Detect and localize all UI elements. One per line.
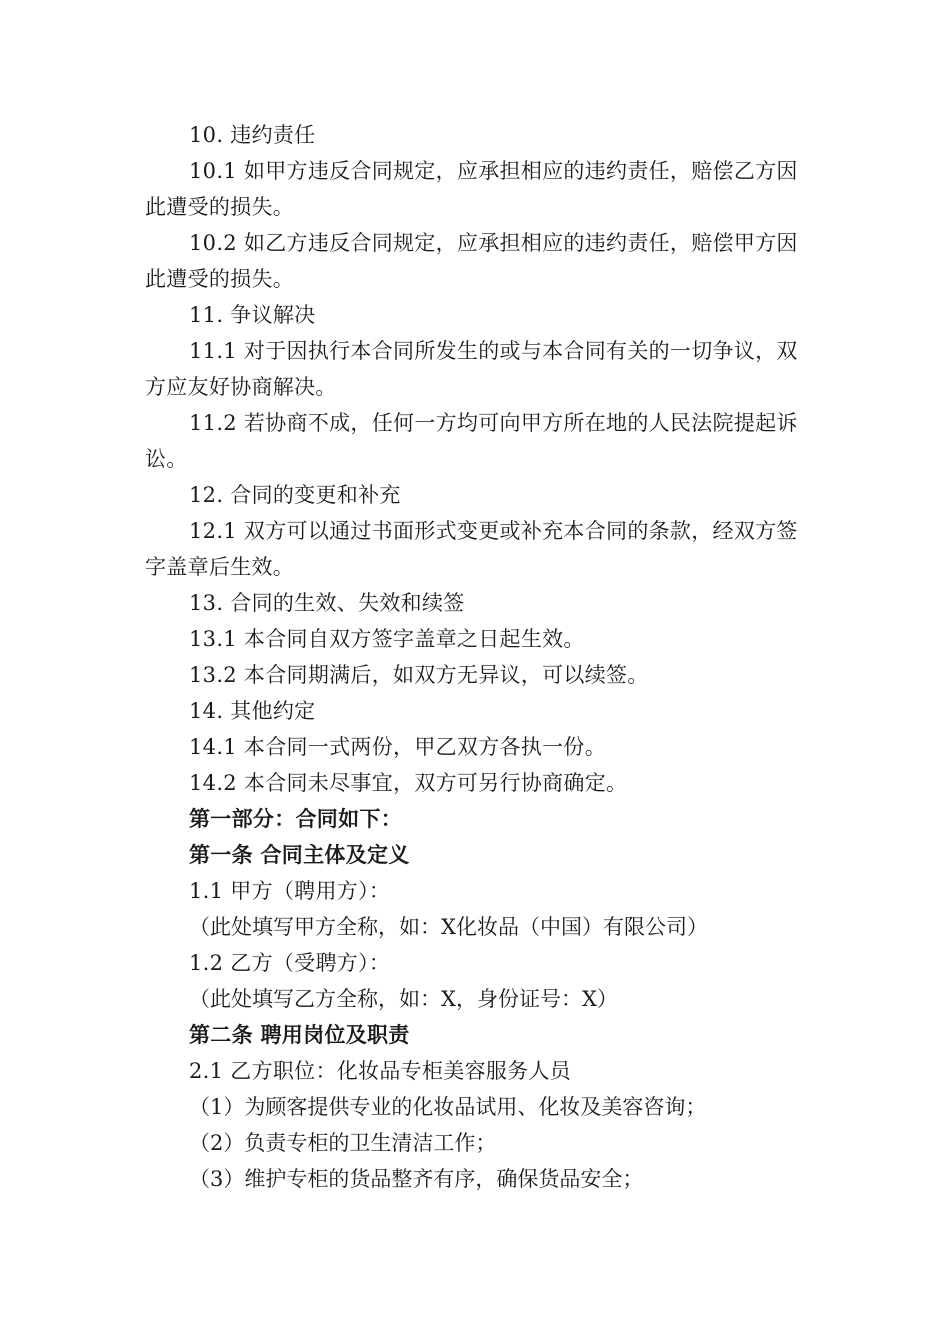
part-one-heading: 第一部分：合同如下： <box>189 807 402 831</box>
article-two-heading: 第二条 聘用岗位及职责 <box>189 1023 410 1047</box>
clause-14-2: 14.2 本合同未尽事宜，双方可另行协商确定。 <box>189 771 628 795</box>
duty-item-1: （1）为顾客提供专业的化妆品试用、化妆及美容咨询； <box>189 1095 707 1119</box>
section-heading-other: 14. 其他约定 <box>189 699 316 723</box>
clause-12-1: 12.1 双方可以通过书面形式变更或补充本合同的条款，经双方签字盖章后生效。 <box>145 519 798 579</box>
clause-13-2: 13.2 本合同期满后，如双方无异议，可以续签。 <box>189 663 649 687</box>
clause-1-1: 1.1 甲方（聘用方）： <box>189 879 391 903</box>
section-heading-breach: 10. 违约责任 <box>189 123 316 147</box>
section-heading-validity: 13. 合同的生效、失效和续签 <box>189 591 465 615</box>
duty-item-3: （3）维护专柜的货品整齐有序，确保货品安全； <box>189 1167 644 1191</box>
clause-13-1: 13.1 本合同自双方签字盖章之日起生效。 <box>189 627 585 651</box>
section-heading-dispute: 11. 争议解决 <box>189 303 316 327</box>
clause-2-1: 2.1 乙方职位：化妆品专柜美容服务人员 <box>189 1059 572 1083</box>
clause-11-1: 11.1 对于因执行本合同所发生的或与本合同有关的一切争议，双方应友好协商解决。 <box>145 339 798 399</box>
clause-1-2: 1.2 乙方（受聘方）： <box>189 951 391 975</box>
article-one-heading: 第一条 合同主体及定义 <box>189 843 410 867</box>
clause-11-2: 11.2 若协商不成，任何一方均可向甲方所在地的人民法院提起诉讼。 <box>145 411 798 471</box>
document-body <box>145 117 815 1197</box>
party-a-placeholder: （此处填写甲方全称，如：X化妆品（中国）有限公司） <box>189 915 708 939</box>
clause-10-2: 10.2 如乙方违反合同规定，应承担相应的违约责任，赔偿甲方因此遭受的损失。 <box>145 231 798 291</box>
duty-item-2: （2）负责专柜的卫生清洁工作； <box>189 1131 497 1155</box>
party-b-placeholder: （此处填写乙方全称，如：X，身份证号：X） <box>189 987 618 1011</box>
clause-14-1: 14.1 本合同一式两份，甲乙双方各执一份。 <box>189 735 607 759</box>
section-heading-amendment: 12. 合同的变更和补充 <box>189 483 401 507</box>
clause-10-1: 10.1 如甲方违反合同规定，应承担相应的违约责任，赔偿乙方因此遭受的损失。 <box>145 159 798 219</box>
